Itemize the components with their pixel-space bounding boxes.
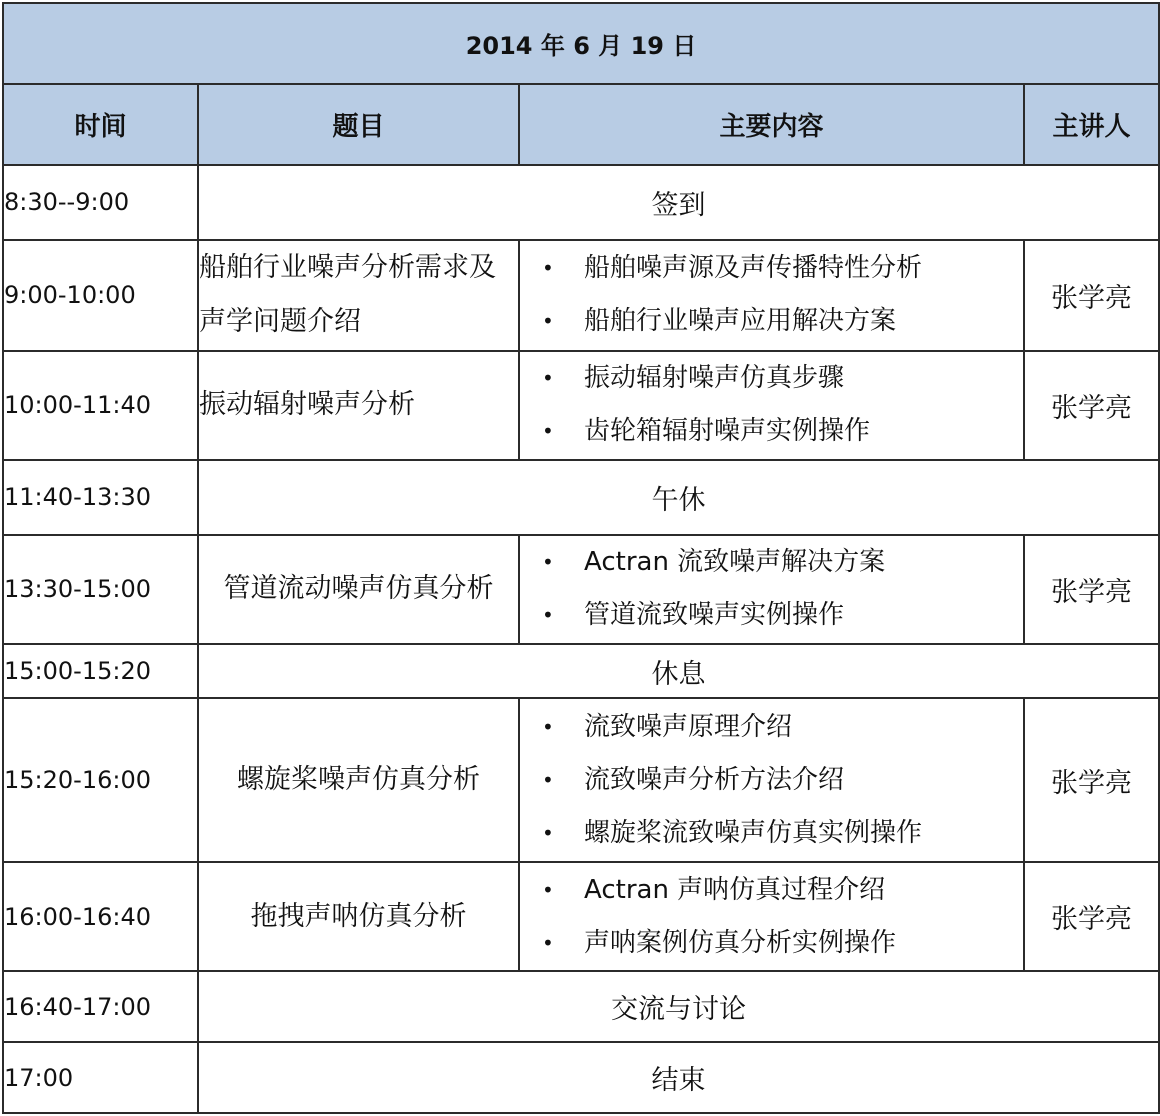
- table-row: [3, 644, 1159, 699]
- bullet-icon: •: [542, 714, 554, 739]
- list-item: • 声呐案例仿真分析实例操作: [542, 917, 1023, 970]
- date-title: 2014 年 6 月 19 日: [3, 3, 1159, 84]
- table-row: [3, 351, 1159, 460]
- header-topic: 题目: [198, 84, 519, 165]
- bullet-icon: •: [542, 820, 554, 845]
- bullet-icon: •: [542, 366, 554, 391]
- time-cell: 11:40-13:30: [3, 460, 198, 535]
- topic-cell: 管道流动噪声仿真分析: [198, 535, 519, 644]
- list-item: • 船舶噪声源及声传播特性分析: [542, 242, 1023, 295]
- table-row: [3, 862, 1159, 971]
- list-item: • 管道流致噪声实例操作: [542, 589, 1023, 642]
- bullet-icon: •: [542, 603, 554, 628]
- time-cell: 16:00-16:40: [3, 862, 198, 971]
- list-item: • Actran 流致噪声解决方案: [542, 536, 1023, 589]
- content-list: [520, 864, 1023, 970]
- content-cell: [519, 535, 1024, 644]
- bullet-icon: •: [542, 419, 554, 444]
- event-label: 结束: [198, 1042, 1159, 1113]
- date-row: [3, 3, 1159, 84]
- list-item: • 振动辐射噪声仿真步骤: [542, 352, 1023, 405]
- time-cell: 13:30-15:00: [3, 535, 198, 644]
- event-label: 休息: [198, 644, 1159, 699]
- time-cell: 15:00-15:20: [3, 644, 198, 699]
- bullet-icon: •: [542, 550, 554, 575]
- table-row: [3, 971, 1159, 1042]
- time-cell: 15:20-16:00: [3, 698, 198, 862]
- event-label: 交流与讨论: [198, 971, 1159, 1042]
- header-speaker: 主讲人: [1024, 84, 1159, 165]
- bullet-icon: •: [542, 930, 554, 955]
- event-label: 签到: [198, 165, 1159, 240]
- topic-cell: 拖拽声呐仿真分析: [198, 862, 519, 971]
- event-label: 午休: [198, 460, 1159, 535]
- table-row: [3, 460, 1159, 535]
- time-cell: 16:40-17:00: [3, 971, 198, 1042]
- list-item: • 船舶行业噪声应用解决方案: [542, 295, 1023, 348]
- speaker-cell: 张学亮: [1024, 351, 1159, 460]
- speaker-cell: 张学亮: [1024, 535, 1159, 644]
- speaker-cell: 张学亮: [1024, 240, 1159, 351]
- time-cell: 17:00: [3, 1042, 198, 1113]
- time-cell: 8:30--9:00: [3, 165, 198, 240]
- content-list: [520, 536, 1023, 642]
- list-item: • 螺旋桨流致噪声仿真实例操作: [542, 807, 1023, 860]
- speaker-cell: 张学亮: [1024, 862, 1159, 971]
- list-item: • 流致噪声原理介绍: [542, 701, 1023, 754]
- time-cell: 10:00-11:40: [3, 351, 198, 460]
- content-cell: [519, 240, 1024, 351]
- table-row: [3, 165, 1159, 240]
- topic-cell: 振动辐射噪声分析: [198, 351, 519, 460]
- topic-cell: 螺旋桨噪声仿真分析: [198, 698, 519, 862]
- table-row: [3, 1042, 1159, 1113]
- list-item: • Actran 声呐仿真过程介绍: [542, 864, 1023, 917]
- content-cell: [519, 698, 1024, 862]
- bullet-icon: •: [542, 877, 554, 902]
- bullet-icon: •: [542, 309, 554, 334]
- header-content: 主要内容: [519, 84, 1024, 165]
- header-row: [3, 84, 1159, 165]
- topic-cell: 船舶行业噪声分析需求及声学问题介绍: [198, 240, 519, 351]
- content-cell: [519, 862, 1024, 971]
- content-list: [520, 352, 1023, 458]
- list-item: • 流致噪声分析方法介绍: [542, 754, 1023, 807]
- bullet-icon: •: [542, 256, 554, 281]
- table-row: [3, 240, 1159, 351]
- table-row: [3, 535, 1159, 644]
- schedule-table: [2, 2, 1160, 1114]
- header-time: 时间: [3, 84, 198, 165]
- content-cell: [519, 351, 1024, 460]
- bullet-icon: •: [542, 767, 554, 792]
- list-item: • 齿轮箱辐射噪声实例操作: [542, 405, 1023, 458]
- table-row: [3, 698, 1159, 862]
- content-list: [520, 701, 1023, 860]
- speaker-cell: 张学亮: [1024, 698, 1159, 862]
- time-cell: 9:00-10:00: [3, 240, 198, 351]
- content-list: [520, 242, 1023, 348]
